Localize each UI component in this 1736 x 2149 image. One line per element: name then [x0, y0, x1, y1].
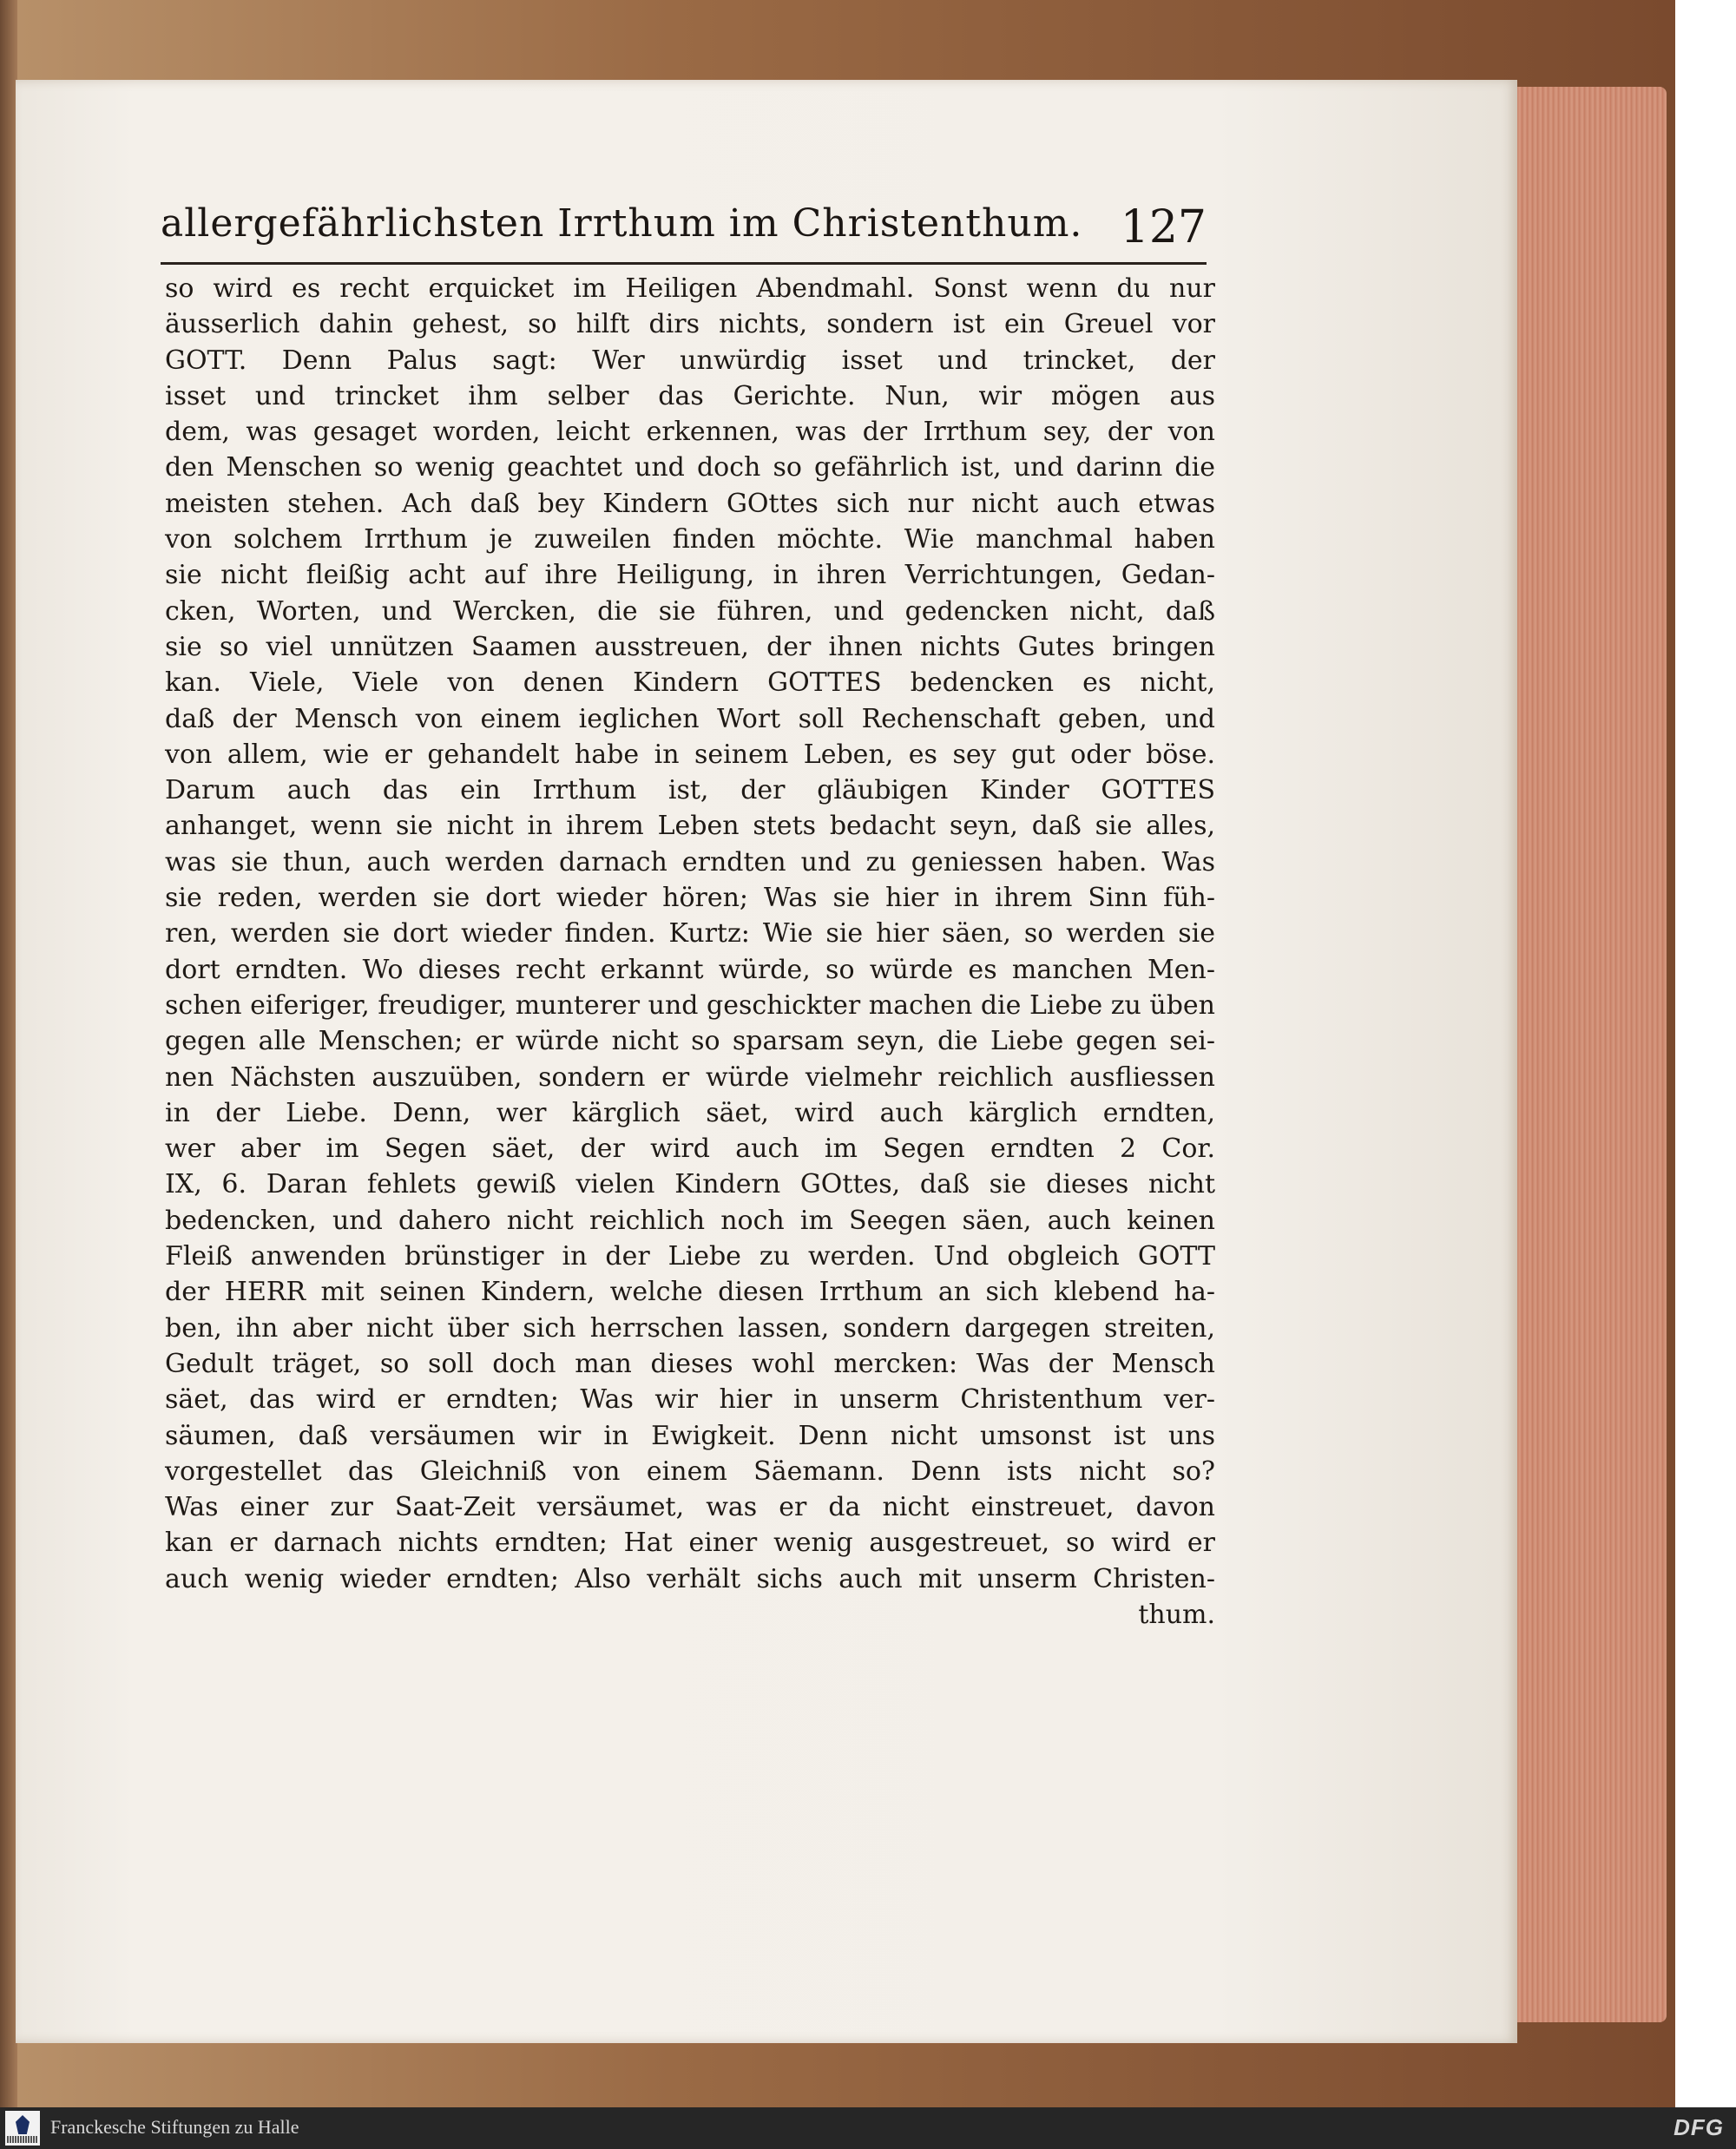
text-line: meisten stehen. Ach daß bey Kindern GOttes sich nur nicht auch etwas — [165, 488, 1215, 519]
text-line: sie so viel unnützen Saamen ausstreuen, der ihnen nichts Gutes bringen — [165, 631, 1215, 662]
text-line: von solchem Irrthum je zuweilen finden möchte. Wie manchmal haben — [165, 524, 1215, 555]
text-line: ben, ihn aber nicht über sich herrschen lassen, sondern dargegen streiten, — [165, 1312, 1215, 1344]
text-line: Was einer zur Saat-Zeit versäumet, was er da nicht einstreuet, davon — [165, 1492, 1215, 1523]
text-line: wer aber im Segen säet, der wird auch im Segen erndten 2 Cor. — [165, 1134, 1215, 1165]
institution-name[interactable]: Franckesche Stiftungen zu Halle — [50, 2116, 299, 2138]
text-line: auch wenig wieder erndten; Also verhält sichs auch mit unserm Christen- — [165, 1563, 1215, 1594]
page-fore-edge — [1502, 87, 1667, 2022]
text-line: Fleiß anwenden brünstiger in der Liebe zu werden. Und obgleich GOTT — [165, 1241, 1215, 1272]
viewer-footer — [0, 2107, 1736, 2149]
text-line: vorgestellet das Gleichniß von einem Säemann. Denn ists nicht so? — [165, 1456, 1215, 1487]
text-line: in der Liebe. Denn, wer kärglich säet, wird auch kärglich erndten, — [165, 1097, 1215, 1128]
text-line: äusserlich dahin gehest, so hilft dirs nichts, sondern ist ein Greuel vor — [165, 309, 1215, 340]
text-line: nen Nächsten auszuüben, sondern er würde vielmehr reichlich ausfliessen — [165, 1061, 1215, 1093]
text-line: dort erndten. Wo dieses recht erkannt würde, so würde es manchen Men- — [165, 954, 1215, 985]
text-line: gegen alle Menschen; er würde nicht so sparsam seyn, die Liebe gegen sei- — [165, 1026, 1215, 1057]
text-line: den Menschen so wenig geachtet und doch so gefährlich ist, und darinn die — [165, 452, 1215, 483]
text-line: daß der Mensch von einem ieglichen Wort soll Rechenschaft geben, und — [165, 703, 1215, 734]
crest-icon — [16, 2115, 30, 2134]
text-line: IX, 6. Daran fehlets gewiß vielen Kindern GOttes, daß sie dieses nicht — [165, 1169, 1215, 1200]
text-line: säet, das wird er erndten; Was wir hier in unserm Christenthum ver- — [165, 1384, 1215, 1416]
header-rule — [161, 262, 1207, 265]
text-line: der HERR mit seinen Kindern, welche diesen Irrthum an sich klebend ha- — [165, 1277, 1215, 1308]
logo-wordmark — [7, 2136, 38, 2143]
catchword: thum. — [1138, 1599, 1215, 1630]
text-line: bedencken, und dahero nicht reichlich noch im Seegen säen, auch keinen — [165, 1205, 1215, 1236]
body-text — [165, 271, 1215, 1633]
text-line: GOTT. Denn Palus sagt: Wer unwürdig isset und trincket, der — [165, 345, 1215, 376]
book-gutter — [0, 0, 17, 2107]
institution-logo[interactable] — [5, 2111, 40, 2146]
text-line: isset und trincket ihm selber das Gerichte. Nun, wir mögen aus — [165, 380, 1215, 411]
text-line: so wird es recht erquicket im Heiligen Abendmahl. Sonst wenn du nur — [165, 273, 1215, 304]
text-line: sie reden, werden sie dort wieder hören; Was sie hier in ihrem Sinn füh- — [165, 883, 1215, 914]
dfg-logo[interactable]: DFG — [1674, 2114, 1724, 2140]
text-line: was sie thun, auch werden darnach erndten und zu geniessen haben. Was — [165, 846, 1215, 877]
text-line: säumen, daß versäumen wir in Ewigkeit. Denn nicht umsonst ist uns — [165, 1420, 1215, 1451]
text-line: cken, Worten, und Wercken, die sie führen, und gedencken nicht, daß — [165, 595, 1215, 627]
page-number: 127 — [1120, 201, 1207, 253]
text-line: kan. Viele, Viele von denen Kindern GOTTES bedencken es nicht, — [165, 667, 1215, 699]
text-line: dem, was gesaget worden, leicht erkennen, was der Irrthum sey, der von — [165, 417, 1215, 448]
text-line: von allem, wie er gehandelt habe in seinem Leben, es sey gut oder böse. — [165, 739, 1215, 770]
text-line: schen eiferiger, freudiger, munterer und geschickter machen die Liebe zu üben — [165, 989, 1215, 1021]
text-line: Gedult träget, so soll doch man dieses wohl mercken: Was der Mensch — [165, 1348, 1215, 1379]
text-line: sie nicht fleißig acht auf ihre Heiligung, in ihren Verrichtungen, Gedan- — [165, 560, 1215, 591]
text-line: ren, werden sie dort wieder finden. Kurtz: Wie sie hier säen, so werden sie — [165, 918, 1215, 950]
running-title: allergefährlichsten Irrthum im Christenthum. — [161, 201, 1083, 246]
text-line: kan er darnach nichts erndten; Hat einer wenig ausgestreuet, so wird er — [165, 1528, 1215, 1559]
page-header — [161, 201, 1207, 262]
text-line: anhanget, wenn sie nicht in ihrem Leben stets bedacht seyn, daß sie alles, — [165, 811, 1215, 842]
text-line: Darum auch das ein Irrthum ist, der gläubigen Kinder GOTTES — [165, 775, 1215, 806]
